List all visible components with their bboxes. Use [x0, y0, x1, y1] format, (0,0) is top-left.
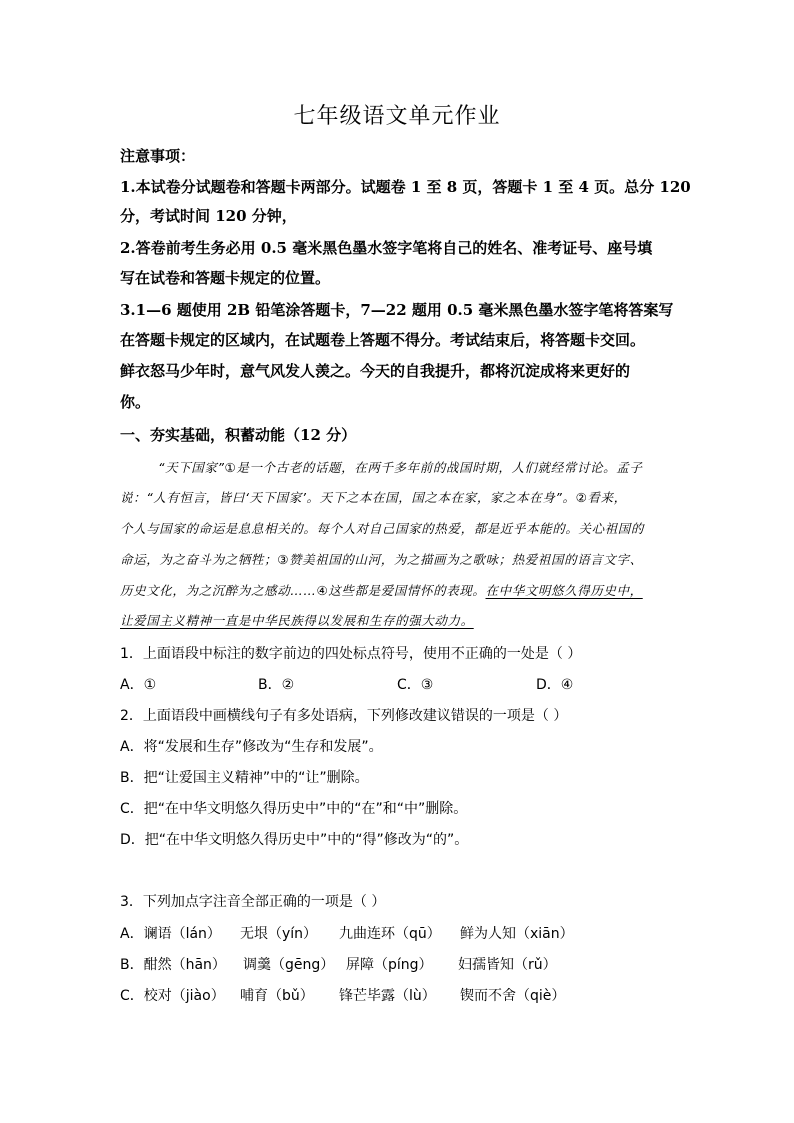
section-heading: 一、夯实基础，积蓄动能（12 分） — [120, 426, 357, 444]
q3-c-item: 哺育（bǔ） — [240, 988, 314, 1004]
q1-option-a: A．① — [120, 677, 157, 693]
q3-c-item: 锋芒毕露（lù） — [339, 988, 436, 1004]
q3-a-item: 九曲连环（qū） — [339, 926, 441, 942]
q3-a-item: A．谰语（lán） — [120, 926, 221, 942]
q3-b-item: B．酣然（hān） — [120, 957, 226, 973]
question-1-stem: 1．上面语段中标注的数字前边的四处标点符号，使用不正确的一处是（ ） — [120, 646, 582, 662]
q1-option-d: D．④ — [536, 677, 574, 693]
q2-option-a: A．将“发展和生存”修改为“生存和发展”。 — [120, 739, 383, 755]
passage-line: “天下国家”①是一个古老的话题，在两千多年前的战国时期，人们就经常讨论。孟子 — [158, 460, 643, 475]
q3-c-item: C．校对（jiào） — [120, 988, 225, 1004]
q1-option-b: B．② — [258, 677, 295, 693]
q2-option-c: C．把“在中华文明悠久得历史中”中的“在”和“中”删除。 — [120, 801, 468, 817]
q3-b-item: 调羹（gēng） — [243, 957, 335, 973]
notice-line: 分，考试时间 120 分钟， — [120, 207, 297, 225]
notice-line: 3.1—6 题使用 2B 铅笔涂答题卡，7—22 题用 0.5 毫米黑色墨水签字笔将答案写 — [120, 301, 674, 319]
underlined-sentence: 在中华文明悠久得历史中， — [485, 583, 643, 598]
question-3-stem: 3．下列加点字注音全部正确的一项是（ ） — [120, 894, 386, 910]
passage-line-with-underline — [120, 581, 643, 601]
notice-line: 1.本试卷分试题卷和答题卡两部分。试题卷 1 至 8 页，答题卡 1 至 4 页。总分 120 — [120, 178, 691, 196]
notice-line: 你。 — [120, 393, 151, 411]
passage-line: 命运，为之奋斗为之牺牲；③赞美祖国的山河，为之描画为之歌咏；热爱祖国的语言文字、 — [120, 552, 643, 567]
q3-c-item: 锲而不舍（qiè） — [460, 988, 566, 1004]
passage-line: 个人与国家的命运是息息相关的。每个人对自己国家的热爱，都是近乎本能的。关心祖国的 — [120, 521, 645, 536]
q3-b-item: 妇孺皆知（rǔ） — [458, 957, 557, 973]
question-2-stem: 2．上面语段中画横线句子有多处语病，下列修改建议错误的一项是（ ） — [120, 708, 568, 724]
underlined-sentence: 让爱国主义精神一直是中华民族得以发展和生存的强大动力。 — [120, 613, 474, 628]
passage-line: 说：“人有恒言，皆曰‘天下国家’。天下之本在国，国之本在家，家之本在身”。②看来， — [120, 490, 627, 505]
notice-line: 写在试卷和答题卡规定的位置。 — [120, 269, 331, 287]
notice-line: 2.答卷前考生务必用 0.5 毫米黑色墨水签字笔将自己的姓名、准考证号、座号填 — [120, 239, 653, 257]
q3-b-item: 屏障（píng） — [346, 957, 433, 973]
q1-option-c: C．③ — [397, 677, 434, 693]
q2-option-b: B．把“让爱国主义精神”中的“让”删除。 — [120, 770, 369, 786]
passage-text: 历史文化，为之沉醉为之感动……④这些都是爱国情怀的表现。 — [120, 583, 486, 598]
q2-option-d: D．把“在中华文明悠久得历史中”中的“得”修改为“的”。 — [120, 832, 469, 848]
notice-line: 鲜衣怒马少年时，意气风发人羡之。今天的自我提升，都将沉淀成将来更好的 — [120, 362, 631, 380]
q3-a-item: 鲜为人知（xiān） — [460, 926, 574, 942]
page-title: 七年级语文单元作业 — [293, 104, 501, 129]
notice-heading: 注意事项： — [120, 147, 196, 165]
notice-line: 在答题卡规定的区域内，在试题卷上答题不得分。考试结束后，将答题卡交回。 — [120, 331, 646, 349]
q3-a-item: 无垠（yín） — [240, 926, 318, 942]
